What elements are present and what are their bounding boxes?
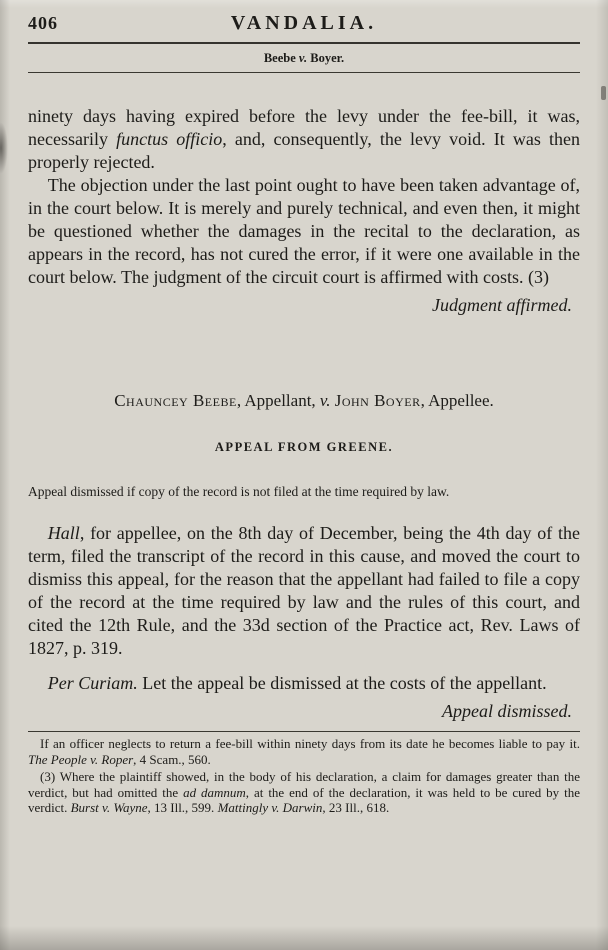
- header-rule: [28, 42, 580, 44]
- text-run: , 13 Ill., 599.: [147, 800, 218, 815]
- case-citation: The People v. Roper: [28, 751, 134, 767]
- text-run: , at the end of the declaration, it was held to be cured by the verdict.: [28, 784, 580, 815]
- venue-line: APPEAL FROM GREENE.: [214, 440, 394, 454]
- page-header: [28, 12, 580, 35]
- case-citation: Burst v. Wayne: [70, 800, 148, 815]
- running-head-party-1: Beebe: [263, 51, 299, 65]
- scan-smudge-artifact: [0, 122, 8, 174]
- footnote-rule: [28, 731, 580, 732]
- disposition-line: Judgment affirmed.: [432, 295, 572, 315]
- page-number: 406: [28, 13, 58, 33]
- running-head-party-2: Boyer.: [307, 51, 345, 65]
- latin-phrase: ad damnum: [183, 784, 246, 800]
- disposition-line: Appeal dismissed.: [442, 701, 572, 721]
- text-run: If an officer neglects to return a fee-bill within ninety days from its date he becomes liable to pay it.: [40, 736, 580, 751]
- appellee-name: John Boyer: [334, 391, 421, 410]
- text-run: , and, consequently, the levy void. It was then properly rejected.: [28, 129, 580, 172]
- syllabus: Appeal dismissed if copy of the record is not filed at the time required by law.: [28, 484, 450, 499]
- text-run: Let the appeal be dismissed at the costs of the appellant.: [137, 673, 547, 693]
- latin-phrase: functus officio: [116, 129, 223, 149]
- case-report: [28, 389, 580, 723]
- counsel-paragraph: [28, 522, 580, 660]
- footnote-2: [28, 769, 580, 816]
- running-head-rule: [28, 72, 580, 73]
- versus-abbreviation: v.: [319, 391, 335, 410]
- footnote-1: [28, 736, 580, 767]
- per-curiam-label: Per Curiam.: [47, 673, 138, 693]
- scan-edge-mark-artifact: [601, 86, 606, 100]
- counsel-name: Hall: [47, 523, 80, 543]
- book-title: VANDALIA.: [230, 12, 378, 34]
- case-title: [28, 389, 580, 412]
- appellant-role: , Appellant,: [236, 391, 320, 410]
- opinion-paragraph: The objection under the last point ought to have been taken advantage of, in the court below. It is merely and purely technical, and even then, it might be questioned whether the damages in the recital to the declaration, as appears in the record, has not cured the error, if it were one available in the court below. The judgment of the circuit court is affirmed with costs. (3): [28, 175, 580, 287]
- per-curiam-paragraph: [28, 672, 580, 695]
- text-run: , 4 Scam., 560.: [133, 751, 211, 767]
- text-run: , for appellee, on the 8th day of December, being the 4th day of the term, filed the transcript of the record in this cause, and moved the court to dismiss this appeal, for the reason that the appellant had failed to file a copy of the record at the time required by law and the rules of this court, and cited the 12th Rule, and the 33d section of the Practice act, Rev. Laws of 1827, p. 319.: [28, 523, 580, 658]
- text-run: ninety days having expired before the levy under the fee-bill, it was, necessarily: [28, 106, 580, 149]
- text-run: (3) Where the plaintiff showed, in the body of his declaration, a claim for damages greater than the verdict, but had omitted the: [28, 769, 580, 800]
- running-head-versus: v.: [298, 51, 308, 65]
- case-citation: Mattingly v. Darwin: [217, 800, 323, 815]
- footnotes: [28, 736, 580, 816]
- text-run: , 23 Ill., 618.: [322, 800, 390, 815]
- appellant-name: Chauncey Beebe: [114, 391, 237, 410]
- opinion-paragraph-continued: [28, 105, 580, 174]
- page-body: [28, 105, 580, 816]
- appellee-role: , Appellee.: [420, 391, 494, 410]
- running-head: [28, 51, 580, 66]
